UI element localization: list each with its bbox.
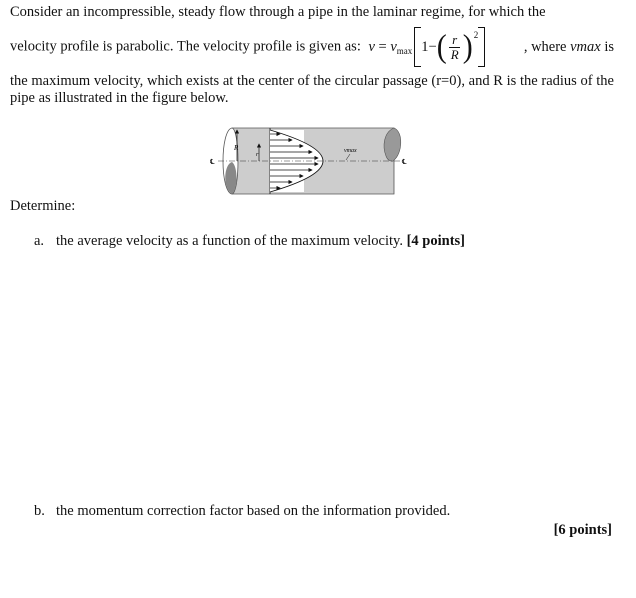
label-vmax: vmax bbox=[344, 148, 357, 154]
formula-right-paren: ) bbox=[462, 28, 473, 65]
formula-vmax-sub: max bbox=[396, 45, 413, 56]
intro-text-3: the maximum velocity, which exists at the center of the circular passage (r=0), and R is the radius of the pipe as illustrated in the figure below. bbox=[10, 73, 614, 106]
question-b bbox=[34, 503, 450, 520]
formula-one-minus: 1− bbox=[421, 38, 437, 55]
question-a-points: [4 points] bbox=[406, 233, 465, 249]
formula-fraction bbox=[448, 33, 462, 62]
formula-left-bracket bbox=[414, 27, 421, 67]
centerline-symbol-left: ℄ bbox=[210, 158, 215, 166]
question-b-points: [6 points] bbox=[553, 522, 612, 538]
intro-line-3 bbox=[10, 73, 614, 107]
formula-power: 2 bbox=[473, 29, 479, 40]
intro-line-1 bbox=[10, 4, 614, 21]
formula-vmax: v bbox=[390, 38, 397, 55]
intro-line-2 bbox=[10, 28, 614, 65]
velocity-formula bbox=[368, 27, 487, 67]
centerline-symbol-right: ℄ bbox=[402, 158, 407, 166]
question-a-text: the average velocity as a function of the maximum velocity. bbox=[56, 233, 403, 249]
determine-heading: Determine: bbox=[10, 198, 76, 214]
formula-eq: = bbox=[378, 38, 387, 55]
question-a bbox=[34, 233, 465, 250]
is-text: is bbox=[604, 38, 614, 55]
pipe-flow-figure bbox=[210, 122, 410, 198]
intro-text-1: Consider an incompressible, steady flow through a pipe in the laminar regime, for which the bbox=[10, 4, 546, 20]
intro-text-2-right bbox=[524, 39, 614, 56]
intro-text-2-left: velocity profile is parabolic. The velocity profile is given as: bbox=[10, 38, 361, 55]
label-r: r bbox=[256, 152, 259, 158]
question-a-label: a. bbox=[34, 233, 45, 249]
question-b-text: the momentum correction factor based on the information provided. bbox=[56, 503, 451, 519]
formula-v: v bbox=[368, 38, 375, 55]
formula-denominator: R bbox=[450, 46, 459, 62]
vmax-symbol: vmax bbox=[570, 38, 601, 55]
formula-left-paren: ( bbox=[436, 28, 447, 65]
where-text: , where bbox=[523, 38, 567, 55]
intro-text-2 bbox=[10, 27, 491, 67]
formula-right-bracket bbox=[478, 27, 485, 67]
formula-numerator: r bbox=[449, 33, 460, 48]
label-R: R bbox=[234, 144, 239, 152]
question-b-label: b. bbox=[34, 503, 45, 519]
